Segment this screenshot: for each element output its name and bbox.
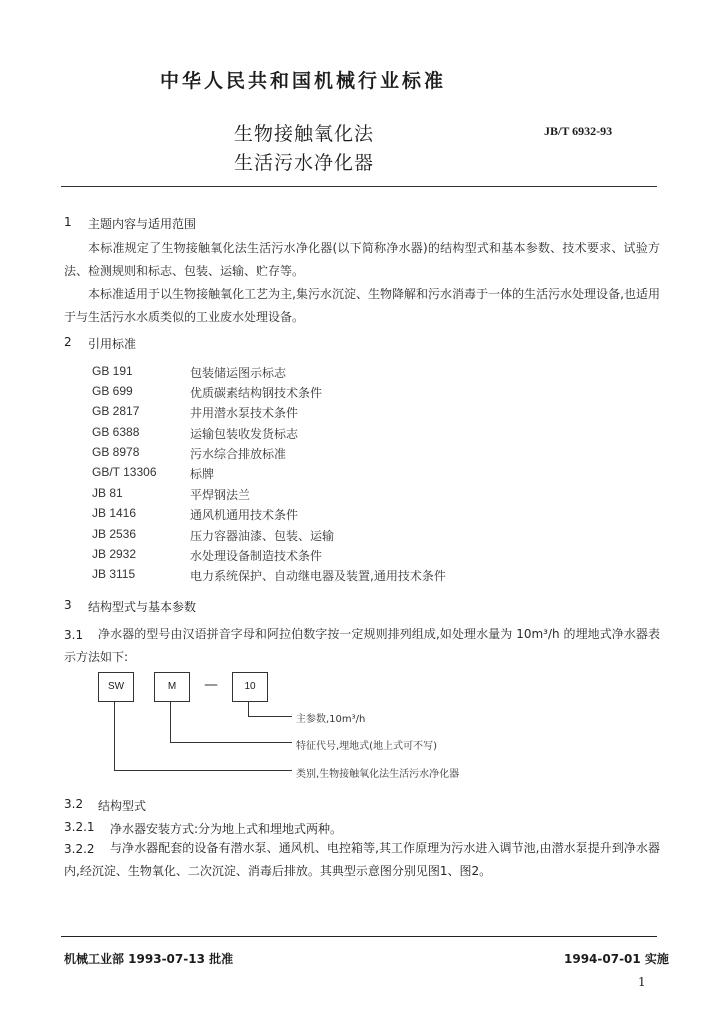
clause-3-2-1-number: 3.2.1 bbox=[64, 820, 95, 834]
reference-title: 包装储运图示标志 bbox=[190, 366, 287, 380]
section-2-number: 2 bbox=[64, 335, 72, 349]
section-3-number: 3 bbox=[64, 598, 72, 612]
leader-line-category-horizontal bbox=[114, 770, 292, 771]
footer-divider bbox=[61, 936, 657, 937]
standard-category-header: 中华人民共和国机械行业标准 bbox=[160, 70, 447, 92]
model-code-dash: — bbox=[204, 677, 218, 693]
clause-3-2-1-text: 净水器安装方式:分为地上式和埋地式两种。 bbox=[110, 822, 343, 836]
clause-3-2-number: 3.2 bbox=[64, 797, 84, 811]
section-1-paragraph-2: 本标准适用于以生物接触氧化工艺为主,集污水沉淀、生物降解和污水消毒于一体的生活污水处理设备,也适用于与生活污水水质类似的工业废水处理设备。 bbox=[64, 287, 660, 324]
page-number: 1 bbox=[638, 975, 646, 989]
clause-3-2-2-number: 3.2.2 bbox=[64, 842, 95, 856]
clause-3-2-title: 结构型式 bbox=[98, 799, 147, 813]
reference-title: 井用潜水泵技术条件 bbox=[190, 406, 299, 420]
reference-title: 通风机通用技术条件 bbox=[190, 508, 299, 522]
designation-label-main-parameter: 主参数,10m³/h bbox=[296, 714, 366, 725]
reference-title: 平焊钢法兰 bbox=[190, 488, 251, 502]
reference-code: JB 81 bbox=[92, 486, 123, 500]
designation-label-feature-code: 特征代号,埋地式(地上式可不写) bbox=[296, 741, 437, 752]
reference-code: GB 8978 bbox=[92, 445, 140, 459]
section-3-heading: 结构型式与基本参数 bbox=[88, 600, 197, 614]
reference-title: 运输包装收发货标志 bbox=[190, 427, 299, 441]
section-1-heading: 主题内容与适用范围 bbox=[88, 217, 197, 231]
leader-line-param-horizontal bbox=[248, 716, 292, 717]
reference-title: 电力系统保护、自动继电器及装置,通用技术条件 bbox=[190, 569, 446, 583]
reference-title: 压力容器油漆、包装、运输 bbox=[190, 529, 335, 543]
reference-title: 标牌 bbox=[190, 467, 215, 481]
reference-code: GB 6388 bbox=[92, 425, 140, 439]
clause-3-1-number: 3.1 bbox=[64, 628, 84, 642]
reference-code: JB 2536 bbox=[92, 527, 137, 541]
reference-code: GB 191 bbox=[92, 364, 133, 378]
section-2-heading: 引用标准 bbox=[88, 337, 137, 351]
reference-code: GB 2817 bbox=[92, 404, 140, 418]
reference-code: GB/T 13306 bbox=[92, 465, 157, 479]
model-code-box-10: 10 bbox=[232, 672, 268, 702]
leader-line-param-vertical bbox=[248, 701, 249, 717]
reference-title: 污水综合排放标准 bbox=[190, 447, 287, 461]
section-1-number: 1 bbox=[64, 215, 72, 229]
leader-line-feature-vertical bbox=[170, 701, 171, 743]
leader-line-category-vertical bbox=[114, 701, 115, 771]
model-code-box-m: M bbox=[154, 672, 190, 702]
reference-code: JB 3115 bbox=[92, 567, 136, 581]
reference-title: 优质碳素结构钢技术条件 bbox=[190, 386, 323, 400]
reference-code: JB 1416 bbox=[92, 506, 137, 520]
reference-code: GB 699 bbox=[92, 384, 133, 398]
document-title-line2: 生活污水净化器 bbox=[234, 152, 375, 174]
header-divider bbox=[61, 186, 657, 187]
leader-line-feature-horizontal bbox=[170, 742, 292, 743]
effective-date: 1994-07-01 实施 bbox=[564, 952, 669, 966]
section-1-paragraph-1: 本标准规定了生物接触氧化法生活污水净化器(以下简称净水器)的结构型式和基本参数、技术要求、试验方法、检测规则和标志、包装、运输、贮存等。 bbox=[64, 241, 660, 278]
clause-3-2-2-text: 与净水器配套的设备有潜水泵、通风机、电控箱等,其工作原理为污水进入调节池,由潜水泵提升到净水器内,经沉淀、生物氧化、二次沉淀、消毒后排放。其典型示意图分别见图1、图2。 bbox=[64, 841, 660, 878]
reference-code: JB 2932 bbox=[92, 547, 137, 561]
designation-label-category: 类别,生物接触氧化法生活污水净化器 bbox=[296, 769, 460, 780]
approval-date: 机械工业部 1993-07-13 批准 bbox=[64, 952, 234, 966]
reference-title: 水处理设备制造技术条件 bbox=[190, 549, 323, 563]
clause-3-1-text: 净水器的型号由汉语拼音字母和阿拉伯数字按一定规则排列组成,如处理水量为 10m³/h 的埋地式净水器表示方法如下: bbox=[64, 627, 660, 664]
document-title-line1: 生物接触氧化法 bbox=[234, 123, 375, 145]
model-code-box-sw: SW bbox=[98, 672, 134, 702]
standard-number: JB/T 6932-93 bbox=[544, 124, 613, 138]
